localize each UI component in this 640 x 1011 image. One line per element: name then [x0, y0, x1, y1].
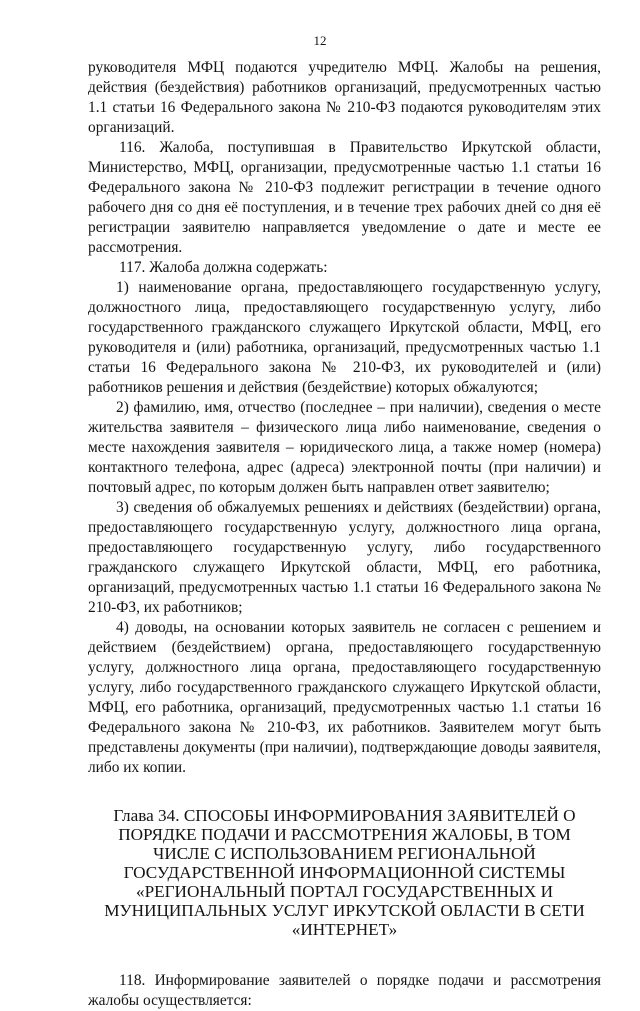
- paragraph-116: 116. Жалоба, поступившая в Правительство Иркутской области, Министерство, МФЦ, организации, предусмотренные частью 1.1 статьи 16 Федерального закона № 210-ФЗ подлежит регистрации в течение одного рабочего дня со дня её поступления, и в течение трех рабочих дней со дня её регистрации заявителю направляется уведомление о дате и месте ее рассмотрения.: [88, 139, 601, 256]
- document-body: [88, 58, 601, 1011]
- list-item-3: 3) сведения об обжалуемых решениях и действиях (бездействии) органа, предоставляющего государственную услугу, должностного лица органа, предоставляющего государственную услугу, либо государственного гражданского служащего Иркутской области, МФЦ, его работника, организаций, предусмотренных частью 1.1 статьи 16 Федерального закона № 210-ФЗ, их работников;: [88, 499, 601, 616]
- list-item-2: 2) фамилию, имя, отчество (последнее – при наличии), сведения о месте жительства заявителя – физического лица либо наименование, сведения о месте нахождения заявителя – юридического лица, а также номер (номера) контактного телефона, адрес (адреса) электронной почты (при наличии) и почтовый адрес, по которым должен быть направлен ответ заявителю;: [88, 399, 601, 496]
- chapter-heading: Глава 34. СПОСОБЫ ИНФОРМИРОВАНИЯ ЗАЯВИТЕЛЕЙ О ПОРЯДКЕ ПОДАЧИ И РАССМОТРЕНИЯ ЖАЛОБЫ, В ТОМ ЧИСЛЕ С ИСПОЛЬЗОВАНИЕМ РЕГИОНАЛЬНОЙ ГОСУДАРСТВЕННОЙ ИНФОРМАЦИОННОЙ СИСТЕМЫ «РЕГИОНАЛЬНЫЙ ПОРТАЛ ГОСУДАРСТВЕННЫХ И МУНИЦИПАЛЬНЫХ УСЛУГ ИРКУТСКОЙ ОБЛАСТИ В СЕТИ «ИНТЕРНЕТ»: [104, 806, 585, 939]
- page-number: 12: [313, 33, 327, 48]
- list-item-4: 4) доводы, на основании которых заявитель не согласен с решением и действием (бездействием) органа, предоставляющего государственную услугу, должностного лица органа, предоставляющего государственную услугу, либо государственного гражданского служащего Иркутской области, МФЦ, его работника, организаций, предусмотренных частью 1.1 статьи 16 Федерального закона № 210-ФЗ, их работников. Заявителем могут быть представлены документы (при наличии), подтверждающие доводы заявителя, либо их копии.: [88, 619, 601, 776]
- paragraph-117: 117. Жалоба должна содержать:: [119, 259, 328, 276]
- list-item-1: 1) наименование органа, предоставляющего государственную услугу, должностного лица, предоставляющего государственную услугу, либо государственного гражданского служащего Иркутской области, МФЦ, его руководителя и (или) работника, организаций, предусмотренных частью 1.1 статьи 16 Федерального закона № 210-ФЗ, их руководителей и (или) работников решения и действия (бездействие) которых обжалуются;: [88, 279, 601, 396]
- paragraph-118: 118. Информирование заявителей о порядке подачи и рассмотрения жалобы осуществляется:: [88, 972, 601, 1009]
- paragraph-continuation: руководителя МФЦ подаются учредителю МФЦ. Жалобы на решения, действия (бездействия) работников организаций, предусмотренных частью 1.1 статьи 16 Федерального закона № 210-ФЗ подаются руководителям этих организаций.: [88, 59, 601, 136]
